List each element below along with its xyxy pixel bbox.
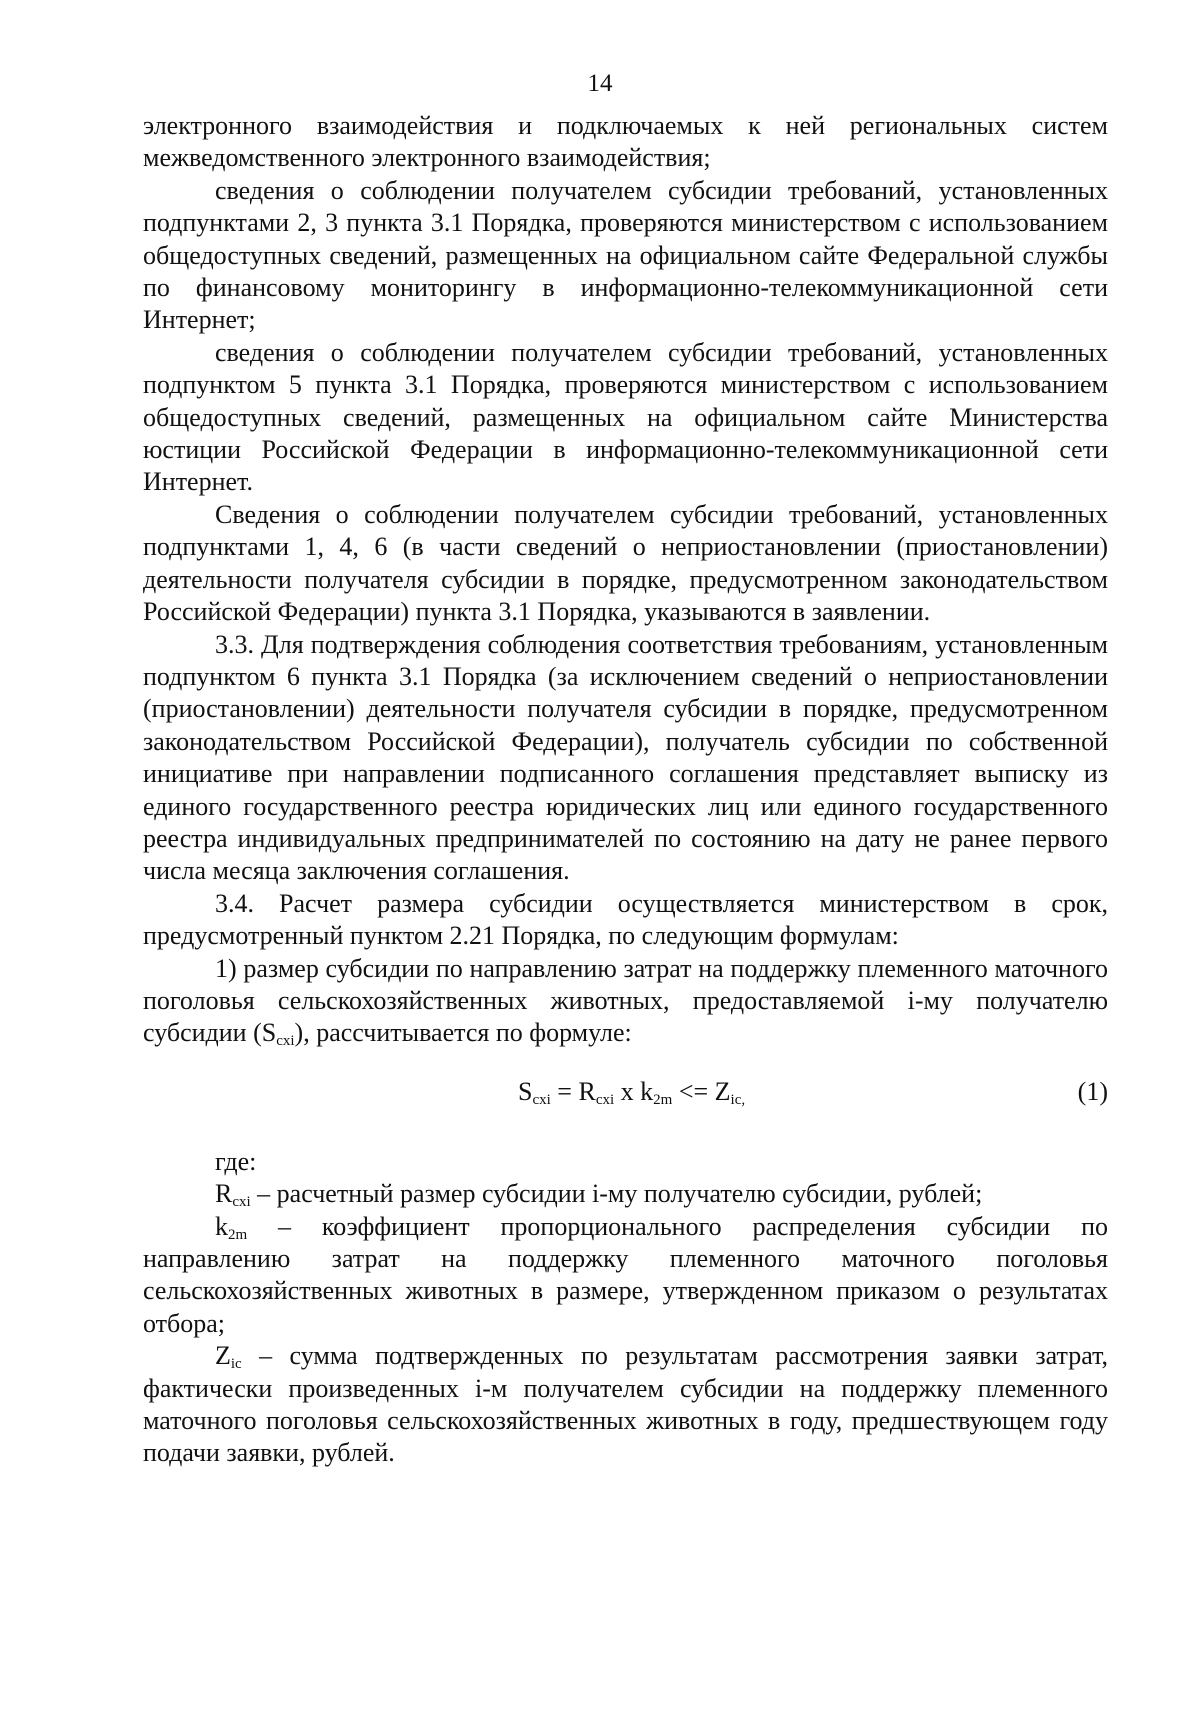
item-1-tail: ), рассчитывается по формуле: xyxy=(294,1018,632,1048)
paragraph-application-info: Сведения о соблюдении получателем субсидии требований, установленных подпунктами 1, 4, 6 (в части сведений о неприостановлении (приостановлении) деятельности получателя субсидии в порядке, предусмотренном законодательством Российской Федерации) пункта 3.1 Порядка, указываются в заявлении. xyxy=(143,499,1108,627)
paragraph-minjust-check: сведения о соблюдении получателем субсидии требований, установленных подпунктом 5 пункта 3.1 Порядка, проверяются министерством с использованием общедоступных сведений, размещенных на официальном сайте Министерства юстиции Российской Федерации в информационно-телекоммуникационной сети Интернет. xyxy=(143,337,1108,497)
paragraph-ffm-check: сведения о соблюдении получателем субсидии требований, установленных подпунктами 2, 3 пункта 3.1 Порядка, проверяются министерством с использованием общедоступных сведений, размещенных на официальном сайте Федеральной службы по финансовому мониторингу в информационно-телекоммуникационной сети Интернет; xyxy=(143,175,1108,335)
paragraph-3-3: 3.3. Для подтверждения соблюдения соответствия требованиям, установленным подпунктом 6 пункта 3.1 Порядка (за исключением сведений о неприостановлении (приостановлении) деятельности получателя субсидии в порядке, предусмотренном законодательством Российской Федерации), получатель субсидии по собственной инициативе при направлении подписанного соглашения представляет выписку из единого государственного реестра юридических лиц или единого государственного реестра индивидуальных предпринимателей по состоянию на дату не ранее первого числа месяца заключения соглашения. xyxy=(143,629,1108,886)
document-body xyxy=(143,110,1108,1470)
paragraph-continuation: электронного взаимодействия и подключаемых к ней региональных систем межведомственного электронного взаимодействия; xyxy=(143,111,1108,173)
item-1-text: 1) размер субсидии по направлению затрат на поддержку племенного маточного поголовья сельскохозяйственных животных, предоставляемой i-му получателю субсидии (S xyxy=(143,953,1108,1048)
definition-z: $Z_{ic}$ – сумма подтвержденных по результатам рассмотрения заявки затрат, фактически произведенных i-м получателем субсидии на поддержку племенного маточного поголовья сельскохозяйственных животных в году, предшествующем году подачи заявки, рублей. xyxy=(143,1341,1108,1468)
paragraph-item-1 xyxy=(143,953,1108,1050)
paragraph-3-4: 3.4. Расчет размера субсидии осуществляется министерством в срок, предусмотренный пунктом 2.21 Порядка, по следующим формулам: xyxy=(143,888,1108,951)
where-label: где: xyxy=(215,1146,257,1176)
item-1-subscript: cxi xyxy=(276,1033,295,1050)
formula-expression: $S_{cxi} = R_{cxi}$ x $k_{2m} <= Z_{ic,}$ xyxy=(518,1076,746,1108)
definition-r: $R_{cxi}$ – расчетный размер субсидии i-му получателю субсидии, рублей; xyxy=(215,1179,983,1211)
formula-1 xyxy=(143,1076,1108,1108)
formula-number: (1) xyxy=(1077,1076,1108,1106)
page-number: 14 xyxy=(587,70,613,97)
definition-k: $k_{2m}$ – коэффициент пропорционального распределения субсидии по направлению затрат на поддержку племенного маточного поголовья сельскохозяйственных животных в размере, утвержденном приказом о результатах отбора; xyxy=(143,1211,1108,1338)
